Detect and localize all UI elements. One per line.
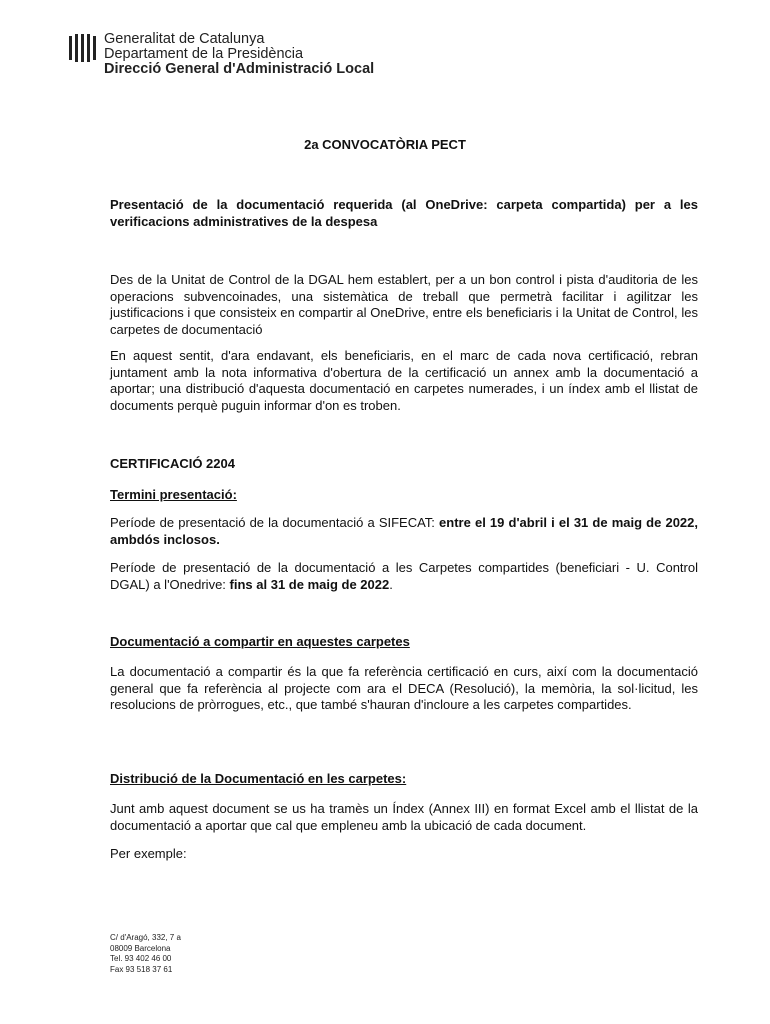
certification-heading: CERTIFICACIÓ 2204	[110, 456, 235, 471]
period2-date: fins al 31 de maig de 2022	[229, 576, 390, 592]
intro-text-1: Des de la Unitat de Control de la DGAL hem establert, per a un bon control i pista d'auditoria de les operacions subvencoinades, una sistemàtica de treball que permetrà facilitar i agilitzar les justificacions i que consisteix en compartir al OneDrive, entre els beneficiaris i la Unitat de Control, les carpetes de documentació	[110, 272, 698, 337]
footer-address	[110, 933, 181, 975]
example-label: Per exemple:	[110, 846, 187, 861]
intro-text-2: En aquest sentit, d'ara endavant, els beneficiaris, en el marc de cada nova certificació, rebran juntament amb la nota informativa d'obertura de la certificació un annex amb la documentació a aportar; una distribució d'aquesta documentació en carpetes numerades, i un índex amb el llistat de documents perquè puguin informar d'on es troben.	[110, 348, 698, 413]
period-onedrive	[110, 560, 698, 593]
org-line-1: Generalitat de Catalunya	[104, 31, 265, 47]
footer-fax: Fax 93 518 37 61	[110, 964, 173, 974]
org-line-3: Direcció General d'Administració Local	[104, 61, 375, 77]
catalan-flag-bars-icon	[68, 34, 96, 62]
share-text: La documentació a compartir és la que fa referència certificació en curs, així com la documentació general que fa referència al projecte com ara el DECA (Resolució), la memòria, la sol·licitud, les resolucions de pròrrogues, etc., que també s'hauran d'incloure a les carpetes compartides.	[110, 664, 698, 712]
org-line-2: Departament de la Presidència	[104, 46, 304, 62]
share-heading: Documentació a compartir en aquestes carpetes	[110, 634, 410, 649]
document-subtitle	[110, 197, 698, 230]
period2-text: Període de presentació de la documentació a les Carpetes compartides (beneficiari - U. Control DGAL) a l'Onedrive:	[110, 560, 698, 592]
distribution-text: Junt amb aquest document se us ha tramès un Índex (Annex III) en format Excel amb el llistat de la documentació a aportar que cal que empleneu amb la ubicació de cada document.	[110, 801, 698, 833]
footer-city: 08009 Barcelona	[110, 943, 171, 953]
period2-end: .	[389, 576, 393, 592]
organization-name	[104, 32, 374, 77]
document-title: 2a CONVOCATÒRIA PECT	[304, 137, 466, 152]
footer-tel: Tel. 93 402 46 00	[110, 954, 172, 963]
distribution-heading: Distribució de la Documentació en les carpetes:	[110, 771, 407, 786]
footer-street: C/ d'Aragó, 332, 7 a	[110, 933, 181, 942]
share-paragraph	[110, 664, 698, 714]
period-sifecat	[110, 515, 698, 548]
letterhead	[68, 32, 468, 82]
intro-paragraph-1	[110, 272, 698, 338]
period1-text: Període de presentació de la documentació a SIFECAT:	[110, 515, 440, 530]
term-heading: Termini presentació:	[110, 487, 237, 502]
intro-paragraph-2	[110, 348, 698, 414]
period1-dates: entre el 19 d'abril i el 31 de maig de 2022, ambdós inclosos.	[110, 515, 698, 547]
subtitle-text: Presentació de la documentació requerida (al OneDrive: carpeta compartida) per a les verificacions administratives de la despesa	[110, 197, 698, 229]
distribution-paragraph	[110, 801, 698, 834]
